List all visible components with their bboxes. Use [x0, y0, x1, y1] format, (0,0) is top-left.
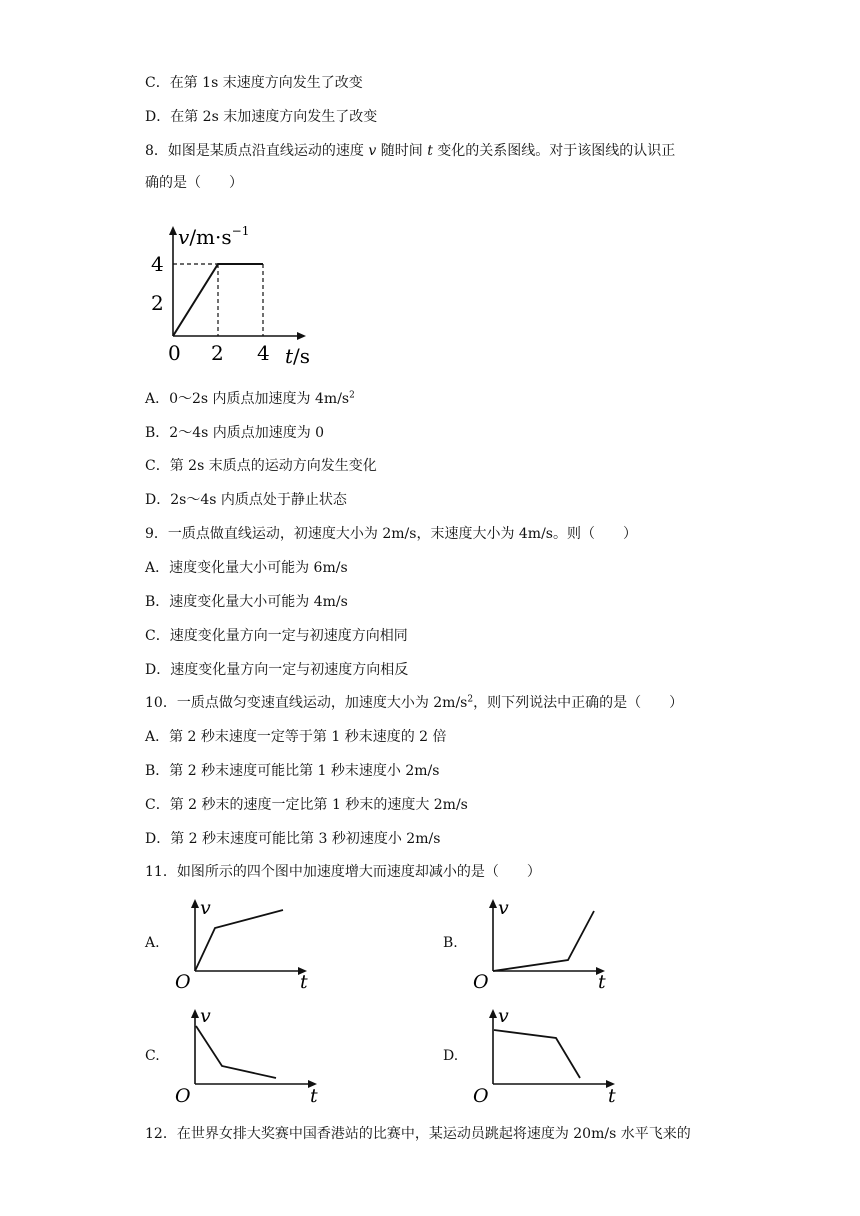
q9-option-b: B．速度变化量大小可能为 4m/s — [145, 594, 348, 610]
q8-x-label: t/s — [285, 344, 311, 368]
q11-d-curve — [494, 1030, 580, 1078]
q10-option-c: C．第 2 秒末的速度一定比第 1 秒末的速度大 2m/s — [145, 797, 468, 813]
q11-label-b: B. — [443, 935, 458, 951]
q11-graph-d — [468, 1006, 628, 1104]
q8-xtick-2: 2 — [211, 341, 224, 365]
q11-b-v-label: v — [498, 897, 509, 919]
q10-option-a: A．第 2 秒末速度一定等于第 1 秒末速度的 2 倍 — [145, 729, 447, 745]
q11-graph-c — [170, 1006, 330, 1104]
q11-stem: 11．如图所示的四个图中加速度增大而速度却减小的是（ ） — [145, 864, 541, 880]
q11-c-o-label: O — [175, 1085, 191, 1104]
q9-option-d: D．速度变化量方向一定与初速度方向相反 — [145, 662, 409, 678]
q7-option-c: C．在第 1s 末速度方向发生了改变 — [145, 75, 363, 91]
q8-stem-line2: 确的是（ ） — [145, 175, 243, 191]
q9-stem: 9．一质点做直线运动，初速度大小为 2m/s，末速度大小为 4m/s。则（ ） — [145, 526, 637, 542]
q8-option-d: D．2s～4s 内质点处于静止状态 — [145, 492, 347, 508]
q11-label-d: D. — [443, 1048, 459, 1064]
q9-option-c: C．速度变化量方向一定与初速度方向相同 — [145, 628, 408, 644]
q11-b-o-label: O — [473, 971, 489, 992]
q9-option-a: A．速度变化量大小可能为 6m/s — [145, 560, 348, 576]
q11-d-t-label: t — [608, 1085, 616, 1104]
q8-option-a: A．0～2s 内质点加速度为 $4m/s^2$ — [145, 390, 355, 407]
q8-x-arrow — [297, 332, 306, 340]
q8-option-c: C．第 2s 末质点的运动方向发生变化 — [145, 458, 377, 474]
q11-d-v-label: v — [498, 1006, 509, 1027]
q8-y-arrow — [169, 226, 177, 235]
q11-c-t-label: t — [310, 1085, 318, 1104]
q8-xtick-0: 0 — [168, 341, 181, 365]
q8-option-b: B．2～4s 内质点加速度为 0 — [145, 425, 325, 441]
q11-a-o-label: O — [175, 971, 191, 992]
q10-option-b: B．第 2 秒末速度可能比第 1 秒末速度小 2m/s — [145, 763, 440, 779]
q8-y-label: $v/m\cdot s^{-1}$ — [178, 224, 250, 249]
q10-option-d: D．第 2 秒末速度可能比第 3 秒初速度小 2m/s — [145, 831, 441, 847]
q11-b-curve — [493, 911, 594, 971]
q12-stem: 12．在世界女排大奖赛中国香港站的比赛中，某运动员跳起将速度为 20m/s 水平飞来的 — [145, 1126, 691, 1142]
q11-label-a: A. — [145, 935, 160, 951]
q11-c-v-label: v — [200, 1006, 211, 1027]
q8-xtick-4: 4 — [257, 341, 270, 365]
q11-a-curve — [195, 910, 283, 971]
q11-d-o-label: O — [473, 1085, 489, 1104]
q11-a-t-label: t — [300, 971, 308, 992]
q11-b-t-label: t — [598, 971, 606, 992]
q11-c-curve — [196, 1026, 276, 1078]
q7-option-d: D．在第 2s 末加速度方向发生了改变 — [145, 109, 378, 125]
q8-ytick-2: 2 — [151, 291, 164, 315]
q11-label-c: C. — [145, 1048, 160, 1064]
q11-graph-b — [468, 896, 618, 992]
q11-a-v-label: v — [200, 897, 211, 919]
q8-vt-graph — [140, 218, 320, 370]
q8-stem: 8．如图是某质点沿直线运动的速度 v 随时间 t 变化的关系图线。对于该图线的认识正 — [145, 143, 676, 159]
q10-stem: 10．一质点做匀变速直线运动，加速度大小为 $2m/s^2$，则下列说法中正确的是（ ） — [145, 694, 684, 711]
q11-graph-a — [170, 896, 320, 992]
q8-ytick-4: 4 — [151, 252, 164, 276]
